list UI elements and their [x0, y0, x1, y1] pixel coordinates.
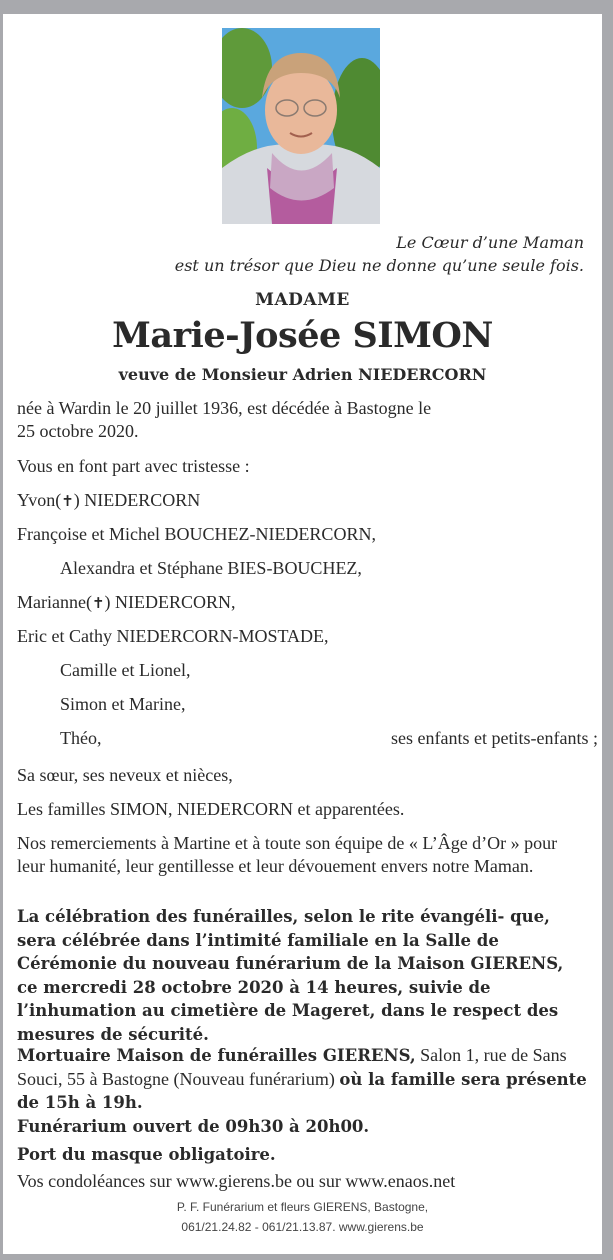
- opening-hours: Funérarium ouvert de 09h30 à 20h00.: [17, 1117, 370, 1136]
- family-member: [17, 489, 200, 513]
- portrait-photo-icon: [222, 28, 380, 224]
- birth-death-line-2: 25 octobre 2020.: [17, 421, 139, 441]
- quote-line-1: Le Cœur d’une Maman: [396, 233, 584, 252]
- family-member: Camille et Lionel,: [60, 660, 191, 680]
- quote-line-2: est un trésor que Dieu ne donne qu’une seule fois.: [174, 256, 584, 275]
- deceased-name: Marie-Josée SIMON: [112, 315, 493, 356]
- family-presence-hours: où la famille sera présente de 15h à 19h.: [17, 1069, 587, 1112]
- announcement: Vous en font part avec tristesse :: [17, 456, 250, 476]
- condolences-line: Vos condoléances sur www.gierens.be ou sur www.enaos.net: [17, 1171, 456, 1191]
- obituary-notice: [3, 14, 602, 1254]
- funeral-home-contact: 061/21.24.82 - 061/21.13.87. www.gierens.be: [181, 1220, 424, 1234]
- mask-notice: Port du masque obligatoire.: [17, 1145, 276, 1164]
- family-member-name: Yvon(: [17, 490, 62, 510]
- ceremony-paragraph: La célébration des funérailles, selon le rite évangéli- que, sera célébrée dans l’intimité familiale en la Salle de Cérémonie du nouveau funérarium de la Maison GIERENS, ce mercredi 28 octobre 2020 à 14 heures, suivie de l’inhumation au cimetière de Mageret, dans le respect des mesures de sécurité.: [17, 907, 564, 1044]
- family-member: Françoise et Michel BOUCHEZ-NIEDERCORN,: [17, 524, 376, 544]
- family-member-name: Marianne(: [17, 592, 92, 612]
- funeral-home-name: P. F. Funérarium et fleurs GIERENS, Bastogne,: [176, 1200, 429, 1214]
- cross-icon: ✝: [61, 492, 74, 510]
- relatives-line: Sa sœur, ses neveux et nièces,: [17, 765, 233, 785]
- cross-icon: ✝: [91, 594, 105, 612]
- family-member: [17, 591, 236, 615]
- mortuary-paragraph: [17, 1044, 589, 1115]
- family-member-surname: ) NIEDERCORN: [73, 490, 201, 510]
- birth-death-line-1: née à Wardin le 20 juillet 1936, est décédée à Bastogne le: [17, 398, 432, 418]
- widow-of: veuve de Monsieur Adrien NIEDERCORN: [118, 365, 487, 384]
- relatives-line: Les familles SIMON, NIEDERCORN et apparentées.: [17, 799, 405, 819]
- thanks-paragraph: Nos remerciements à Martine et à toute son équipe de « L’Âge d’Or » pour leur humanité, leur gentillesse et leur dévouement envers notre Maman.: [17, 833, 558, 876]
- family-member-surname: ) NIEDERCORN,: [104, 592, 236, 612]
- portrait-photo: [222, 28, 380, 224]
- honorific-title: MADAME: [255, 290, 350, 310]
- family-member: Eric et Cathy NIEDERCORN-MOSTADE,: [17, 626, 329, 646]
- family-member: Alexandra et Stéphane BIES-BOUCHEZ,: [60, 558, 362, 578]
- mortuary-location: Mortuaire Maison de funérailles GIERENS,: [17, 1046, 416, 1065]
- mortuary-address: Salon 1, rue de Sans Souci, 55 à Bastogne (Nouveau funérarium): [17, 1045, 567, 1089]
- family-summary: ses enfants et petits-enfants ;: [391, 728, 598, 748]
- family-member: Théo,: [60, 728, 102, 748]
- family-member: Simon et Marine,: [60, 694, 186, 714]
